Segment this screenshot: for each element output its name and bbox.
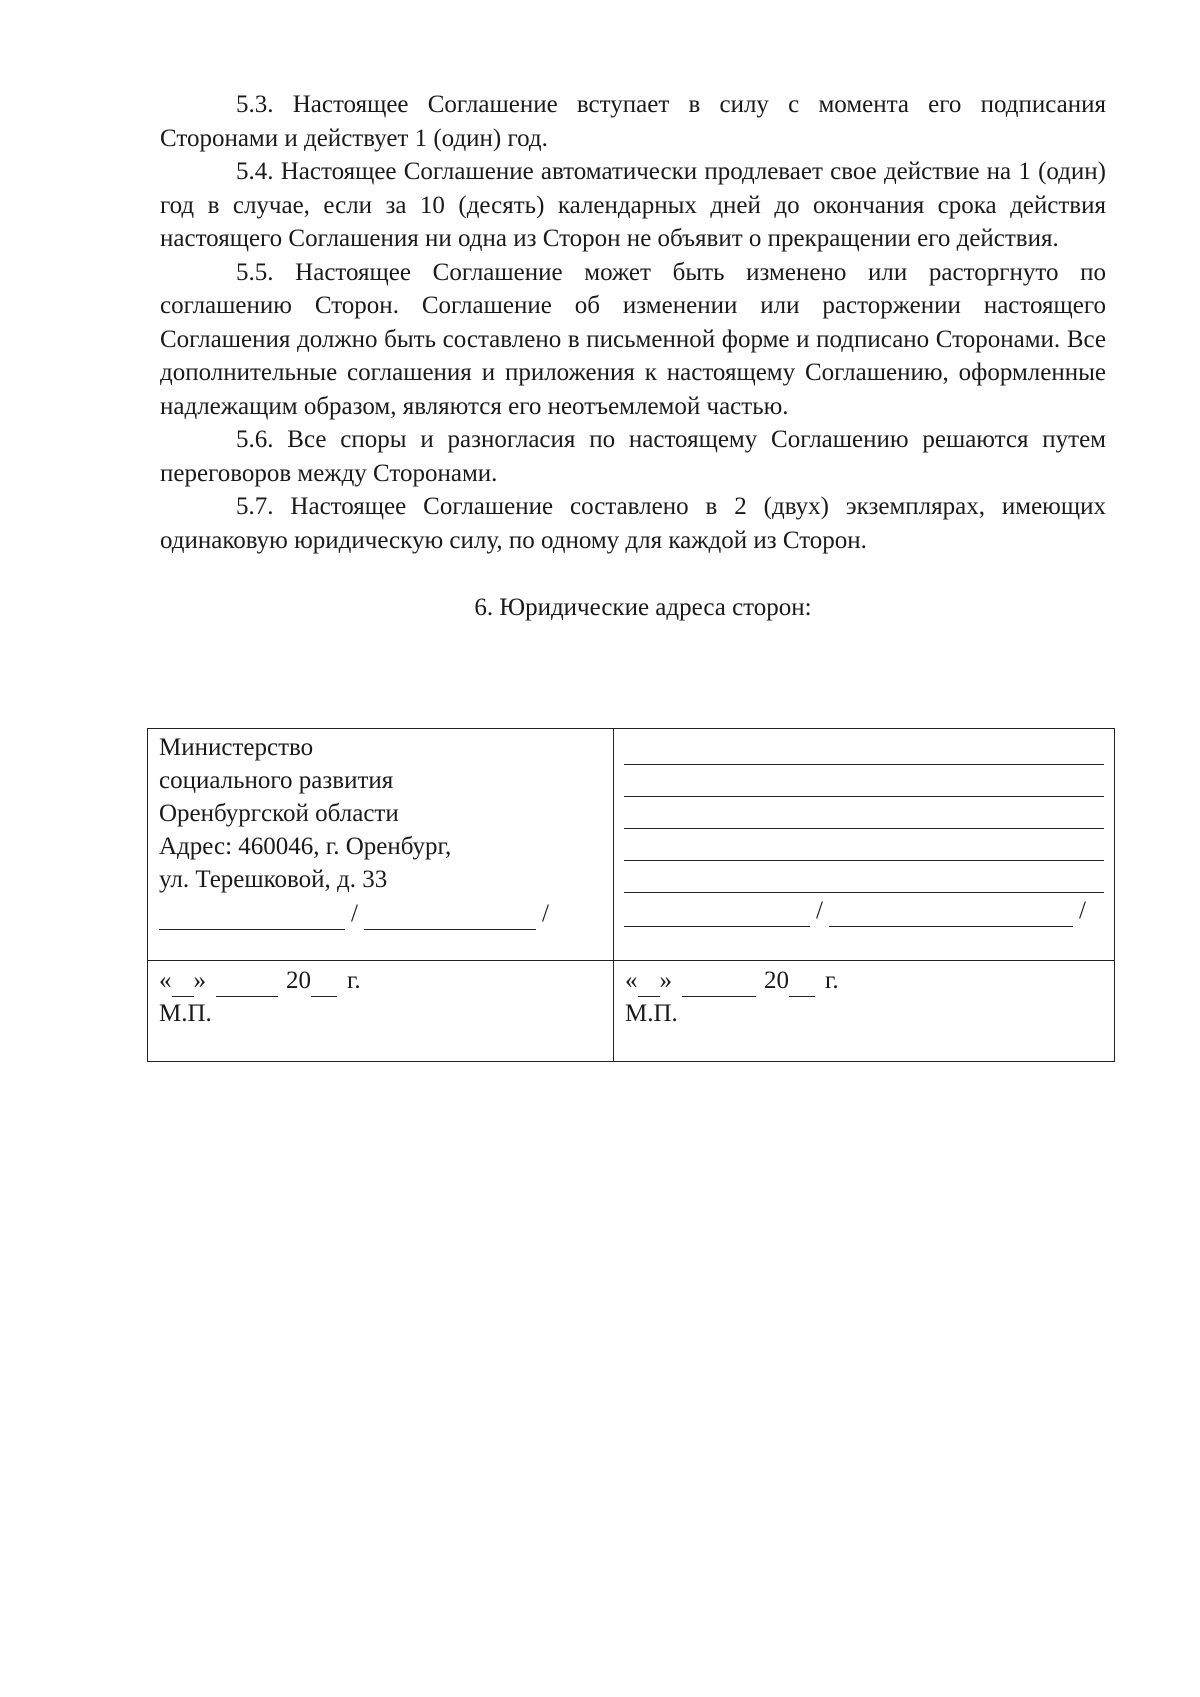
addresses-table (147, 728, 1115, 1062)
year-blank (789, 970, 815, 997)
party-right-blank-line (624, 829, 1104, 861)
party-right-stamp-label: М.П. (625, 1000, 678, 1027)
clause-5-6: 5.6. Все споры и разногласия по настоящему Соглашению решаются путем переговоров между Сторонами. (160, 426, 1106, 487)
section-title-addresses: 6. Юридические адреса сторон: (474, 594, 812, 621)
party-left-date-cell (148, 961, 614, 1062)
year-suffix: г. (825, 967, 839, 994)
year-prefix: 20 (286, 967, 311, 994)
party-left-line: социального развития (159, 767, 394, 794)
day-blank (172, 970, 194, 997)
document-body (160, 88, 1106, 643)
signature-separator: / (541, 900, 549, 927)
year-prefix: 20 (764, 967, 789, 994)
party-right-blank-line (624, 765, 1104, 797)
year-blank (311, 970, 337, 997)
party-right-signature-line (624, 900, 810, 927)
signature-separator: / (816, 897, 823, 924)
signature-separator: / (1078, 897, 1086, 924)
date-quote-close: » (659, 967, 672, 994)
party-right-blank-line (624, 797, 1104, 829)
clause-5-4: 5.4. Настоящее Соглашение автоматически продлевает свое действие на 1 (один) год в случае, если за 10 (десять) календарных дней до окончания срока действия настоящего Соглашения ни одна из Сторон не объявит о прекращении его действия. (160, 158, 1106, 252)
clause-5-7: 5.7. Настоящее Соглашение составлено в 2 (двух) экземплярах, имеющих одинаковую юридическую силу, по одному для каждой из Сторон. (160, 493, 1106, 554)
party-right-signature-row (624, 893, 1104, 927)
date-quote-open: « (625, 967, 638, 994)
date-quote-open: « (159, 967, 172, 994)
party-left-line: Министерство (159, 734, 314, 761)
party-left-stamp-label: М.П. (159, 1000, 212, 1027)
party-left-line: ул. Терешковой, д. 33 (159, 866, 388, 893)
clause-5-3: 5.3. Настоящее Соглашение вступает в силу с момента его подписания Сторонами и действует 1 (один) год. (160, 91, 1106, 152)
month-blank (682, 970, 756, 997)
party-right-name-line (829, 900, 1073, 927)
party-left-address-cell (148, 729, 614, 961)
day-blank (638, 970, 660, 997)
party-left-line: Адрес: 460046, г. Оренбург, (159, 833, 452, 860)
year-suffix: г. (347, 967, 361, 994)
party-right-blank-line (624, 861, 1104, 893)
month-blank (216, 970, 278, 997)
clause-5-5: 5.5. Настоящее Соглашение может быть изменено или расторгнуто по соглашению Сторон. Соглашение об изменении или расторжении настоящего Соглашения должно быть составлено в письменной форме и подписано Сторонами. Все дополнительные соглашения и приложения к настоящему Соглашению, оформленные надлежащим образом, являются его неотъемлемой частью. (160, 258, 1106, 420)
signature-separator: / (351, 900, 358, 927)
party-left-signature-line (159, 903, 345, 930)
party-right-address-cell (614, 729, 1115, 961)
party-right-blank-line (624, 733, 1104, 765)
party-left-name-line (364, 903, 536, 930)
party-left-line: Оренбургской области (159, 800, 399, 827)
date-quote-close: » (193, 967, 206, 994)
party-left-signature-row (159, 896, 603, 930)
party-right-date-row (625, 963, 1104, 997)
party-right-date-cell (614, 961, 1115, 1062)
party-left-date-row (159, 963, 603, 997)
